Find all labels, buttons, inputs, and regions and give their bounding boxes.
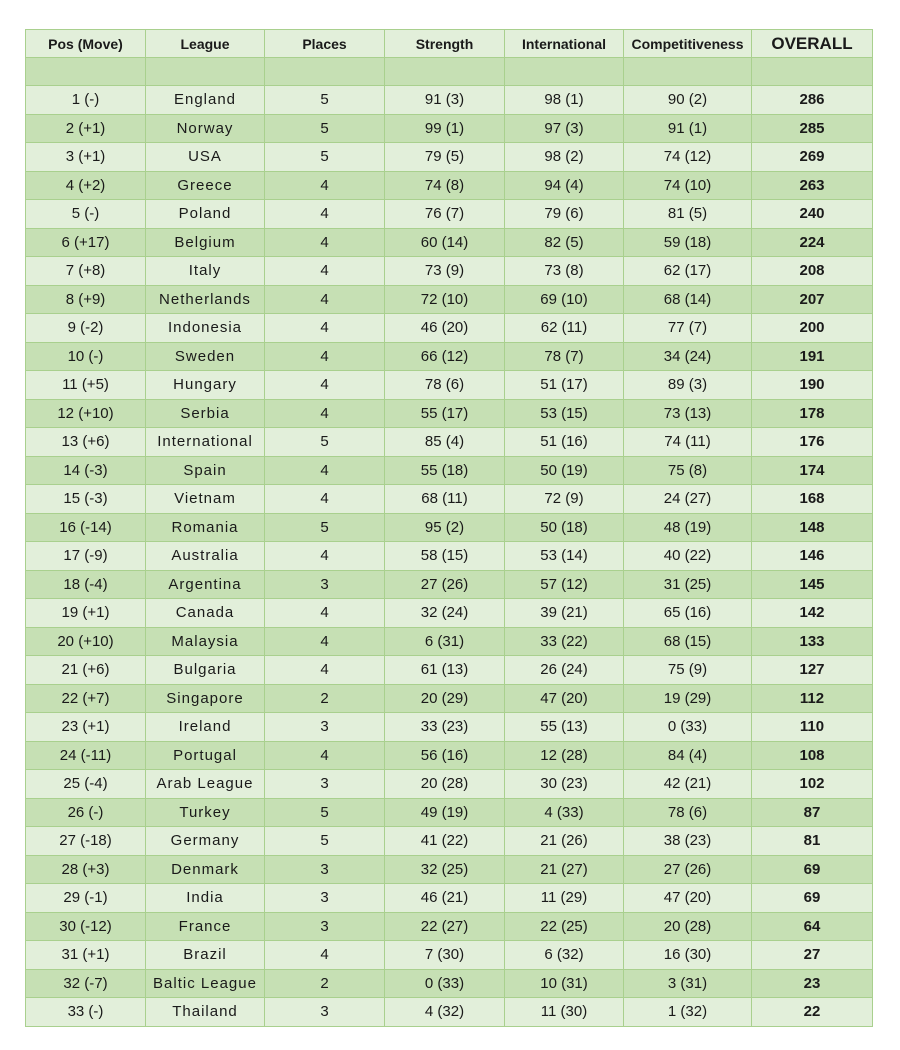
strength-cell: 20 (29)	[385, 684, 505, 713]
table-row	[26, 998, 873, 1027]
league-cell: Portugal	[146, 741, 265, 770]
pos-cell: 10 (-)	[26, 342, 146, 371]
strength-cell: 99 (1)	[385, 114, 505, 143]
places-cell: 4	[265, 200, 385, 229]
international-cell: 97 (3)	[505, 114, 624, 143]
overall-cell: 190	[752, 371, 873, 400]
competitiveness-cell: 42 (21)	[624, 770, 752, 799]
spacer-cell	[146, 58, 265, 86]
competitiveness-cell: 81 (5)	[624, 200, 752, 229]
strength-cell: 27 (26)	[385, 570, 505, 599]
table-row	[26, 827, 873, 856]
league-cell: Malaysia	[146, 627, 265, 656]
competitiveness-cell: 40 (22)	[624, 542, 752, 571]
places-cell: 4	[265, 741, 385, 770]
international-cell: 79 (6)	[505, 200, 624, 229]
international-cell: 30 (23)	[505, 770, 624, 799]
places-cell: 4	[265, 456, 385, 485]
league-cell: Baltic League	[146, 969, 265, 998]
strength-cell: 22 (27)	[385, 912, 505, 941]
header-overall: OVERALL	[752, 30, 873, 58]
competitiveness-cell: 1 (32)	[624, 998, 752, 1027]
competitiveness-cell: 74 (10)	[624, 171, 752, 200]
strength-cell: 85 (4)	[385, 428, 505, 457]
table-row	[26, 855, 873, 884]
header-competitiveness: Competitiveness	[624, 30, 752, 58]
league-cell: Canada	[146, 599, 265, 628]
overall-cell: 269	[752, 143, 873, 172]
pos-cell: 9 (-2)	[26, 314, 146, 343]
header-league: League	[146, 30, 265, 58]
league-cell: International	[146, 428, 265, 457]
pos-cell: 19 (+1)	[26, 599, 146, 628]
overall-cell: 146	[752, 542, 873, 571]
places-cell: 2	[265, 969, 385, 998]
places-cell: 4	[265, 228, 385, 257]
pos-cell: 20 (+10)	[26, 627, 146, 656]
strength-cell: 32 (24)	[385, 599, 505, 628]
international-cell: 4 (33)	[505, 798, 624, 827]
competitiveness-cell: 89 (3)	[624, 371, 752, 400]
league-cell: Italy	[146, 257, 265, 286]
spacer-cell	[752, 58, 873, 86]
overall-cell: 174	[752, 456, 873, 485]
overall-cell: 102	[752, 770, 873, 799]
overall-cell: 208	[752, 257, 873, 286]
table-row	[26, 114, 873, 143]
strength-cell: 74 (8)	[385, 171, 505, 200]
league-cell: Turkey	[146, 798, 265, 827]
league-cell: USA	[146, 143, 265, 172]
international-cell: 50 (18)	[505, 513, 624, 542]
international-cell: 72 (9)	[505, 485, 624, 514]
international-cell: 82 (5)	[505, 228, 624, 257]
overall-cell: 69	[752, 884, 873, 913]
league-cell: Greece	[146, 171, 265, 200]
strength-cell: 58 (15)	[385, 542, 505, 571]
table-row	[26, 741, 873, 770]
pos-cell: 14 (-3)	[26, 456, 146, 485]
pos-cell: 6 (+17)	[26, 228, 146, 257]
league-cell: France	[146, 912, 265, 941]
table-row	[26, 399, 873, 428]
places-cell: 5	[265, 428, 385, 457]
strength-cell: 76 (7)	[385, 200, 505, 229]
league-cell: Netherlands	[146, 285, 265, 314]
pos-cell: 7 (+8)	[26, 257, 146, 286]
competitiveness-cell: 91 (1)	[624, 114, 752, 143]
table-row	[26, 314, 873, 343]
international-cell: 51 (16)	[505, 428, 624, 457]
spacer-cell	[265, 58, 385, 86]
overall-cell: 224	[752, 228, 873, 257]
table-row	[26, 656, 873, 685]
competitiveness-cell: 27 (26)	[624, 855, 752, 884]
pos-cell: 18 (-4)	[26, 570, 146, 599]
pos-cell: 33 (-)	[26, 998, 146, 1027]
table-row	[26, 798, 873, 827]
international-cell: 78 (7)	[505, 342, 624, 371]
pos-cell: 28 (+3)	[26, 855, 146, 884]
overall-cell: 148	[752, 513, 873, 542]
strength-cell: 55 (18)	[385, 456, 505, 485]
places-cell: 5	[265, 798, 385, 827]
international-cell: 10 (31)	[505, 969, 624, 998]
places-cell: 5	[265, 86, 385, 115]
places-cell: 3	[265, 855, 385, 884]
places-cell: 4	[265, 627, 385, 656]
strength-cell: 49 (19)	[385, 798, 505, 827]
competitiveness-cell: 34 (24)	[624, 342, 752, 371]
overall-cell: 110	[752, 713, 873, 742]
overall-cell: 64	[752, 912, 873, 941]
international-cell: 21 (27)	[505, 855, 624, 884]
pos-cell: 31 (+1)	[26, 941, 146, 970]
overall-cell: 240	[752, 200, 873, 229]
pos-cell: 22 (+7)	[26, 684, 146, 713]
overall-cell: 191	[752, 342, 873, 371]
strength-cell: 60 (14)	[385, 228, 505, 257]
league-ranking-table	[25, 29, 873, 1027]
places-cell: 4	[265, 342, 385, 371]
international-cell: 26 (24)	[505, 656, 624, 685]
competitiveness-cell: 84 (4)	[624, 741, 752, 770]
league-cell: Indonesia	[146, 314, 265, 343]
overall-cell: 133	[752, 627, 873, 656]
competitiveness-cell: 24 (27)	[624, 485, 752, 514]
table-row	[26, 200, 873, 229]
league-cell: Argentina	[146, 570, 265, 599]
pos-cell: 11 (+5)	[26, 371, 146, 400]
places-cell: 5	[265, 827, 385, 856]
places-cell: 3	[265, 713, 385, 742]
league-cell: Thailand	[146, 998, 265, 1027]
international-cell: 94 (4)	[505, 171, 624, 200]
table-row	[26, 627, 873, 656]
competitiveness-cell: 48 (19)	[624, 513, 752, 542]
spacer-cell	[624, 58, 752, 86]
table-row	[26, 570, 873, 599]
places-cell: 3	[265, 998, 385, 1027]
spacer-cell	[26, 58, 146, 86]
overall-cell: 207	[752, 285, 873, 314]
league-cell: Denmark	[146, 855, 265, 884]
overall-cell: 178	[752, 399, 873, 428]
international-cell: 53 (14)	[505, 542, 624, 571]
strength-cell: 20 (28)	[385, 770, 505, 799]
overall-cell: 176	[752, 428, 873, 457]
league-cell: Bulgaria	[146, 656, 265, 685]
pos-cell: 3 (+1)	[26, 143, 146, 172]
strength-cell: 79 (5)	[385, 143, 505, 172]
international-cell: 98 (1)	[505, 86, 624, 115]
overall-cell: 145	[752, 570, 873, 599]
strength-cell: 46 (20)	[385, 314, 505, 343]
overall-cell: 142	[752, 599, 873, 628]
overall-cell: 69	[752, 855, 873, 884]
league-cell: Ireland	[146, 713, 265, 742]
competitiveness-cell: 31 (25)	[624, 570, 752, 599]
league-cell: Romania	[146, 513, 265, 542]
league-cell: Belgium	[146, 228, 265, 257]
competitiveness-cell: 38 (23)	[624, 827, 752, 856]
competitiveness-cell: 75 (8)	[624, 456, 752, 485]
league-cell: Vietnam	[146, 485, 265, 514]
strength-cell: 78 (6)	[385, 371, 505, 400]
competitiveness-cell: 77 (7)	[624, 314, 752, 343]
strength-cell: 73 (9)	[385, 257, 505, 286]
international-cell: 39 (21)	[505, 599, 624, 628]
pos-cell: 4 (+2)	[26, 171, 146, 200]
overall-cell: 81	[752, 827, 873, 856]
table-row	[26, 485, 873, 514]
table-row	[26, 428, 873, 457]
international-cell: 22 (25)	[505, 912, 624, 941]
table-row	[26, 228, 873, 257]
strength-cell: 66 (12)	[385, 342, 505, 371]
header-pos: Pos (Move)	[26, 30, 146, 58]
table-row	[26, 171, 873, 200]
pos-cell: 32 (-7)	[26, 969, 146, 998]
competitiveness-cell: 20 (28)	[624, 912, 752, 941]
strength-cell: 33 (23)	[385, 713, 505, 742]
international-cell: 73 (8)	[505, 257, 624, 286]
league-cell: Sweden	[146, 342, 265, 371]
pos-cell: 1 (-)	[26, 86, 146, 115]
table-row	[26, 86, 873, 115]
places-cell: 5	[265, 513, 385, 542]
international-cell: 21 (26)	[505, 827, 624, 856]
table-row	[26, 684, 873, 713]
league-cell: Singapore	[146, 684, 265, 713]
competitiveness-cell: 59 (18)	[624, 228, 752, 257]
overall-cell: 263	[752, 171, 873, 200]
league-cell: Poland	[146, 200, 265, 229]
header-strength: Strength	[385, 30, 505, 58]
pos-cell: 15 (-3)	[26, 485, 146, 514]
league-cell: Arab League	[146, 770, 265, 799]
competitiveness-cell: 0 (33)	[624, 713, 752, 742]
competitiveness-cell: 62 (17)	[624, 257, 752, 286]
table-row	[26, 285, 873, 314]
strength-cell: 6 (31)	[385, 627, 505, 656]
places-cell: 4	[265, 285, 385, 314]
international-cell: 53 (15)	[505, 399, 624, 428]
table-row	[26, 713, 873, 742]
table-row	[26, 969, 873, 998]
competitiveness-cell: 3 (31)	[624, 969, 752, 998]
pos-cell: 5 (-)	[26, 200, 146, 229]
table-row	[26, 456, 873, 485]
places-cell: 4	[265, 171, 385, 200]
places-cell: 5	[265, 114, 385, 143]
international-cell: 98 (2)	[505, 143, 624, 172]
league-cell: Norway	[146, 114, 265, 143]
strength-cell: 7 (30)	[385, 941, 505, 970]
strength-cell: 91 (3)	[385, 86, 505, 115]
strength-cell: 55 (17)	[385, 399, 505, 428]
places-cell: 5	[265, 143, 385, 172]
international-cell: 57 (12)	[505, 570, 624, 599]
strength-cell: 95 (2)	[385, 513, 505, 542]
overall-cell: 200	[752, 314, 873, 343]
places-cell: 4	[265, 656, 385, 685]
competitiveness-cell: 73 (13)	[624, 399, 752, 428]
pos-cell: 8 (+9)	[26, 285, 146, 314]
table-body	[26, 58, 873, 1027]
international-cell: 69 (10)	[505, 285, 624, 314]
header-places: Places	[265, 30, 385, 58]
places-cell: 3	[265, 912, 385, 941]
international-cell: 11 (30)	[505, 998, 624, 1027]
international-cell: 47 (20)	[505, 684, 624, 713]
competitiveness-cell: 78 (6)	[624, 798, 752, 827]
strength-cell: 56 (16)	[385, 741, 505, 770]
international-cell: 33 (22)	[505, 627, 624, 656]
overall-cell: 285	[752, 114, 873, 143]
competitiveness-cell: 74 (12)	[624, 143, 752, 172]
table-row	[26, 257, 873, 286]
table-row	[26, 884, 873, 913]
table-row	[26, 342, 873, 371]
pos-cell: 2 (+1)	[26, 114, 146, 143]
pos-cell: 30 (-12)	[26, 912, 146, 941]
places-cell: 3	[265, 884, 385, 913]
overall-cell: 23	[752, 969, 873, 998]
table-row	[26, 371, 873, 400]
table-row	[26, 513, 873, 542]
overall-cell: 27	[752, 941, 873, 970]
strength-cell: 72 (10)	[385, 285, 505, 314]
competitiveness-cell: 90 (2)	[624, 86, 752, 115]
places-cell: 4	[265, 941, 385, 970]
pos-cell: 27 (-18)	[26, 827, 146, 856]
pos-cell: 16 (-14)	[26, 513, 146, 542]
strength-cell: 32 (25)	[385, 855, 505, 884]
pos-cell: 26 (-)	[26, 798, 146, 827]
pos-cell: 23 (+1)	[26, 713, 146, 742]
places-cell: 4	[265, 371, 385, 400]
league-cell: India	[146, 884, 265, 913]
table-row	[26, 143, 873, 172]
places-cell: 4	[265, 314, 385, 343]
competitiveness-cell: 74 (11)	[624, 428, 752, 457]
spacer-cell	[505, 58, 624, 86]
league-cell: Australia	[146, 542, 265, 571]
overall-cell: 127	[752, 656, 873, 685]
table-row	[26, 941, 873, 970]
league-cell: England	[146, 86, 265, 115]
league-cell: Hungary	[146, 371, 265, 400]
table-row	[26, 770, 873, 799]
overall-cell: 108	[752, 741, 873, 770]
strength-cell: 61 (13)	[385, 656, 505, 685]
pos-cell: 13 (+6)	[26, 428, 146, 457]
pos-cell: 12 (+10)	[26, 399, 146, 428]
international-cell: 50 (19)	[505, 456, 624, 485]
strength-cell: 68 (11)	[385, 485, 505, 514]
competitiveness-cell: 65 (16)	[624, 599, 752, 628]
places-cell: 4	[265, 257, 385, 286]
pos-cell: 21 (+6)	[26, 656, 146, 685]
header-row	[26, 30, 873, 58]
competitiveness-cell: 19 (29)	[624, 684, 752, 713]
competitiveness-cell: 47 (20)	[624, 884, 752, 913]
table-row	[26, 912, 873, 941]
international-cell: 62 (11)	[505, 314, 624, 343]
spacer-cell	[385, 58, 505, 86]
places-cell: 4	[265, 485, 385, 514]
league-cell: Spain	[146, 456, 265, 485]
table-row	[26, 542, 873, 571]
strength-cell: 4 (32)	[385, 998, 505, 1027]
places-cell: 4	[265, 599, 385, 628]
pos-cell: 24 (-11)	[26, 741, 146, 770]
overall-cell: 112	[752, 684, 873, 713]
international-cell: 11 (29)	[505, 884, 624, 913]
pos-cell: 29 (-1)	[26, 884, 146, 913]
strength-cell: 46 (21)	[385, 884, 505, 913]
competitiveness-cell: 16 (30)	[624, 941, 752, 970]
international-cell: 55 (13)	[505, 713, 624, 742]
table-row	[26, 599, 873, 628]
strength-cell: 41 (22)	[385, 827, 505, 856]
league-cell: Serbia	[146, 399, 265, 428]
places-cell: 3	[265, 770, 385, 799]
strength-cell: 0 (33)	[385, 969, 505, 998]
pos-cell: 25 (-4)	[26, 770, 146, 799]
league-cell: Brazil	[146, 941, 265, 970]
international-cell: 12 (28)	[505, 741, 624, 770]
competitiveness-cell: 68 (15)	[624, 627, 752, 656]
international-cell: 6 (32)	[505, 941, 624, 970]
competitiveness-cell: 75 (9)	[624, 656, 752, 685]
overall-cell: 286	[752, 86, 873, 115]
international-cell: 51 (17)	[505, 371, 624, 400]
overall-cell: 168	[752, 485, 873, 514]
header-international: International	[505, 30, 624, 58]
table-header	[26, 30, 873, 58]
places-cell: 3	[265, 570, 385, 599]
pos-cell: 17 (-9)	[26, 542, 146, 571]
league-cell: Germany	[146, 827, 265, 856]
places-cell: 4	[265, 542, 385, 571]
overall-cell: 22	[752, 998, 873, 1027]
overall-cell: 87	[752, 798, 873, 827]
spacer-row	[26, 58, 873, 86]
competitiveness-cell: 68 (14)	[624, 285, 752, 314]
places-cell: 2	[265, 684, 385, 713]
places-cell: 4	[265, 399, 385, 428]
